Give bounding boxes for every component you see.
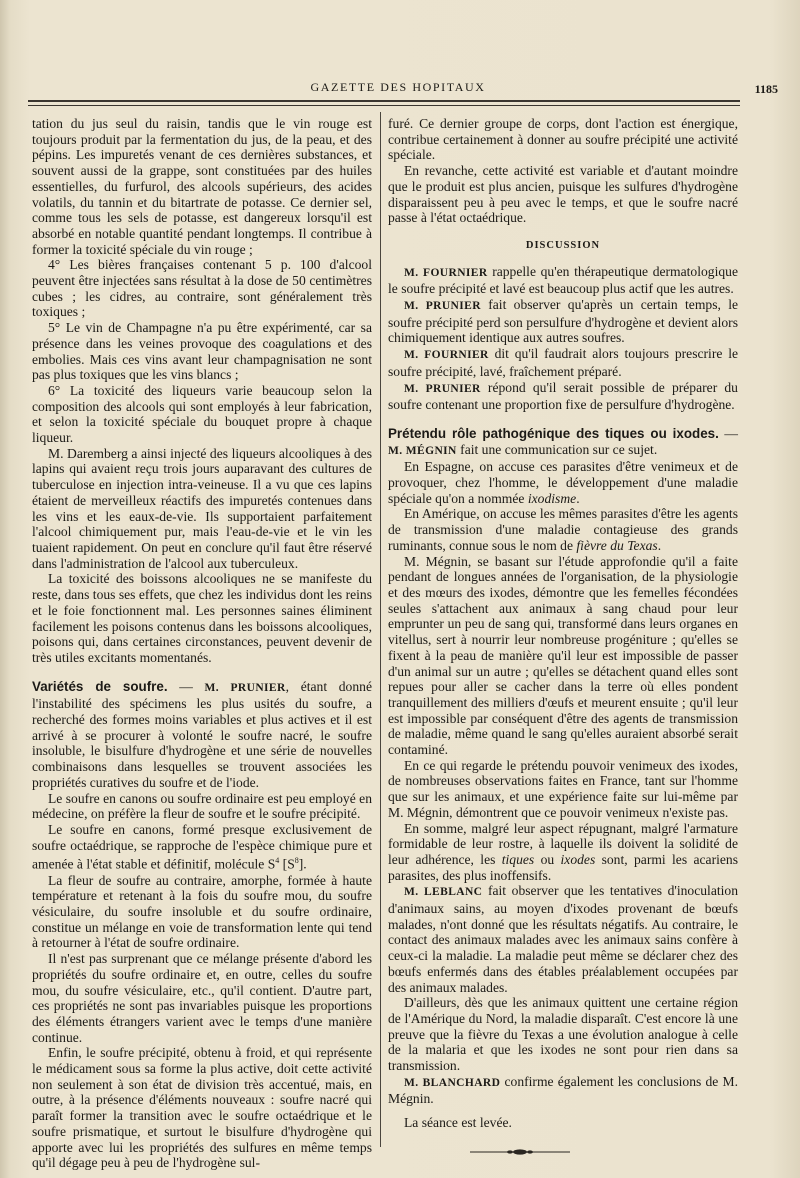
section-tiques: Prétendu rôle pathogénique des tiques ou ixodes. — M. MÉGNIN fait une communication sur ce sujet. — [388, 425, 738, 457]
paragraph: 6° La toxicité des liqueurs varie beaucoup selon la composition des alcools qui sont employés à leur fabrication, et selon la toxicité spéciale du bouquet propre à chaque liqueur. — [32, 382, 372, 446]
paragraph: En ce qui regarde le prétendu pouvoir venimeux des ixodes, de nombreuses observations faites en France, tant sur l'homme que sur les animaux, et une expérience faite sur lui-même par M. Mégnin, démontrent que ce pouvoir venimeux n'existe pas. — [388, 757, 738, 820]
section-varietes-soufre — [32, 679, 372, 791]
discussion-entry: M. FOURNIER dit qu'il faudrait alors toujours prescrire le soufre précipité, lavé, fraîchement préparé. — [388, 346, 739, 379]
header-rule-thin — [28, 105, 740, 106]
dash: — — [167, 678, 205, 694]
paragraph: M. BLANCHARD confirme également les conclusions de M. Mégnin. — [388, 1073, 738, 1107]
journal-title: GAZETTE DES HOPITAUX — [310, 80, 486, 94]
speaker-name: M. PRUNIER — [404, 300, 481, 313]
paragraph: M. LEBLANC fait observer que les tentatives d'inoculation d'animaux sains, au moyen d'ixodes provenant de bœufs malades, n'ont donné que les résultats négatifs. Au contraire, le contact des animaux malades avec les animaux sains confère à ceux-ci la maladie. La maladie peut même se déclarer chez des bœufs enfermés dans des étables préalablement occupées par des animaux malades. — [388, 883, 739, 995]
right-column — [388, 116, 738, 1131]
paragraph: Il n'est pas surprenant que ce mélange présente d'abord les propriétés du soufre ordinaire et, en outre, celles du soufre mou, du soufre vésiculaire, etc., qu'il contient. D'autre part, ces propriétés ne sont pas invariables puisque les proportions des éléments étrangers varient avec le temps d'une manière continue. — [32, 951, 372, 1045]
discussion-entry: M. FOURNIER rappelle qu'en thérapeutique dermatologique le soufre précipité et lavé est beaucoup plus actif que les autres. — [388, 263, 739, 297]
speaker-name: M. MÉGNIN — [388, 444, 457, 457]
discussion-heading: DISCUSSION — [525, 239, 601, 251]
paragraph: La fleur de soufre au contraire, amorphe, formée à haute température et retenant à la fois du soufre mou, du soufre vésiculaire, du soufre insoluble et du soufre ordinaire, constitue un mélange en voie de transformation lente qui tend à retourner à l'état de soufre ordinaire. — [32, 872, 372, 951]
paragraph: M. Daremberg a ainsi injecté des liqueurs alcooliques à des lapins qui avaient reçu trois jours auparavant des cultures de tuberculose en injection intra-veineuse. Il a vu que ces lapins étaient de merveilleux réactifs des impuretés contenues dans les vins et les eaux-de-vie. Ils supportaient parfaitement l'alcool chimiquement pur, mais l'eau-de-vie et le vin les tuaient rapidement. On peut en conclure qu'il faut être réservé dans l'administration de l'alcool aux tuberculeux. — [32, 445, 372, 571]
paragraph-formula: Le soufre en canons, formé presque exclusivement de soufre octaédrique, se rapproche de l'espèce chimique pure et amenée à l'état stable et définitif, molécule $S^4$ $[S^8]$. — [32, 821, 372, 872]
paragraph: tation du jus seul du raisin, tandis que le vin rouge est toujours produit par la fermentation du jus, de la peau, et des pépins. Les impuretés venant de ces dernières substances, et souvent aussi de la grappe, sont constituées par des huiles essentielles, du furfurol, des alcools supérieurs, des acides volatils, du tannin et du bitartrate de potasse. Ce dernier sel, comme tous les sels de potasse, est dangereux lorsqu'il est absorbé en notable quantité pendant longtemps. Il contribue à former la toxicité spéciale du vin rouge ; — [32, 116, 372, 257]
section-title: Prétendu rôle pathogénique des tiques ou ixodes. — [388, 425, 719, 441]
paragraph: furé. Ce dernier groupe de corps, dont l'action est énergique, contribue certainement à donner au soufre précipité une activité spéciale. — [388, 116, 738, 163]
paragraph: Enfin, le soufre précipité, obtenu à froid, et qui représente le médicament sous sa forme la plus active, doit cette activité non seulement à son état de division très accentué, mais, en outre, à la présence d'éléments nouveaux : soufre nacré qui paraît former la transition avec le soufre octaédrique et le soufre prismatique, et surtout le bisulfure d'hydrogène qui apporte avec lui les propriétés des sulfures en même temps qu'il dégage peu à peu de l'hydrogène sul- — [32, 1045, 372, 1171]
page-number: 1185 — [754, 82, 778, 96]
paragraph: M. Mégnin, se basant sur l'étude approfondie qu'il a faite pendant de longues années de l'organisation, de la physiologie et des mœurs des ixodes, démontre que les femelles fécondées seules s'attachent aux animaux à sang chaud pour leur emprunter un peu de sang qui, transformé dans leurs organes en vitellus, sert à nourrir leur nombreuse progéniture ; qu'elles se fixent à la peau de manière qu'il leur est impossible de passer d'un animal sur un autre ; qu'elles se détachent quand elles sont repues pour aller se cacher dans la terre où elles pondent tranquillement des milliers d'œufs et meurent ensuite ; qu'il leur est impossible par conséquent d'être des agents de transmission de maladie, même quand le sang qu'elles auraient absorbé serait contaminé. — [388, 553, 738, 758]
paragraph: D'ailleurs, dès que les animaux quittent une certaine région de l'Amérique du Nord, la maladie disparaît. C'est encore là une preuve que la fièvre du Texas a une évolution analogue à celle de la malaria et que les ixodes ne sont pour rien dans sa transmission. — [388, 995, 738, 1074]
paragraph: 5° Le vin de Champagne n'a pu être expérimenté, car sa présence dans les veines provoque des coagulations et des embolies. Mais ces vins avant leur champagnisation ne sont pas plus toxiques que les vins blancs ; — [32, 320, 372, 383]
column-separator — [380, 112, 381, 1147]
paragraph: En revanche, cette activité est variable et d'autant moindre que le produit est plus ancien, puisque les sulfures d'hydrogène disparaissent peu à peu avec le temps, et que le soufre nacré passe à l'état octaédrique. — [388, 163, 738, 226]
discussion-entry: M. PRUNIER fait observer qu'après un certain temps, le soufre précipité perd son persulfure d'hydrogène et devient alors chimiquement identique aux autres soufres. — [388, 297, 739, 346]
page-header — [18, 78, 778, 98]
ornament-rule — [470, 1148, 570, 1156]
paragraph: 4° Les bières françaises contenant 5 p. 100 d'alcool peuvent être injectées sans résultat à la dose de 50 centimètres cubes ; les cidres, au contraire, sont généralement très toxiques ; — [32, 257, 372, 320]
closing-gap — [388, 1107, 738, 1115]
closing-line: La séance est levée. — [404, 1115, 512, 1131]
paragraph-text: , étant donné l'instabilité des spécimens les plus usités du soufre, a recherché des formes moins variables et plus actives et il est arrivé à se procurer à volonté le soufre nacré, le soufre insoluble, le bisulfure d'hydrogène et une série de nouvelles combinaisons dans lesquelles se trouvent associées les propriétés curatives du soufre et de l'iode. — [32, 678, 372, 790]
header-rule-thick — [28, 100, 740, 102]
speaker-name: M. FOURNIER — [404, 349, 489, 362]
paragraph: En somme, malgré leur aspect répugnant, malgré l'armature formidable de leur rostre, à laquelle ils doivent la solidité de leur adhérence, les tiques ou ixodes sont, parmi les acariens parasites, des plus inoffensifs. — [388, 820, 738, 883]
speaker-name: M. LEBLANC — [404, 886, 483, 899]
paragraph: En Amérique, on accuse les mêmes parasites d'être les agents de transmission d'une maladie contagieuse des grands ruminants, connue sous le nom de fièvre du Texas. — [388, 506, 738, 553]
paragraph: En Espagne, on accuse ces parasites d'être venimeux et de provoquer, chez l'homme, le développement d'une maladie spéciale qu'on a nommée ixodisme. — [388, 459, 738, 506]
speaker-name: M. BLANCHARD — [404, 1076, 501, 1089]
speaker-name: M. FOURNIER — [404, 266, 488, 279]
section-gap — [388, 413, 738, 426]
discussion-entry: M. PRUNIER répond qu'il serait possible de préparer du soufre contenant une proportion fixe de persulfure d'hydrogène. — [388, 379, 738, 413]
paragraph: Le soufre en canons ou soufre ordinaire est peu employé en médecine, on préfère la fleur de soufre et le soufre précipité. — [32, 790, 372, 822]
paragraph: La toxicité des boissons alcooliques ne se manifeste du reste, dans tous ses effets, que chez les individus dont les reins et le foie fonctionnent mal. Les personnes saines éliminent facilement les poisons contenus dans les boissons alcooliques, poisons qui, dans certaines circonstances, peuvent devenir de très utiles excitants momentanés. — [32, 571, 372, 665]
section-gap — [32, 666, 372, 679]
speaker-name: M. PRUNIER — [204, 681, 286, 694]
speaker-name: M. PRUNIER — [404, 382, 481, 395]
left-column — [32, 116, 372, 1171]
section-title: Variétés de soufre. — [32, 678, 168, 694]
